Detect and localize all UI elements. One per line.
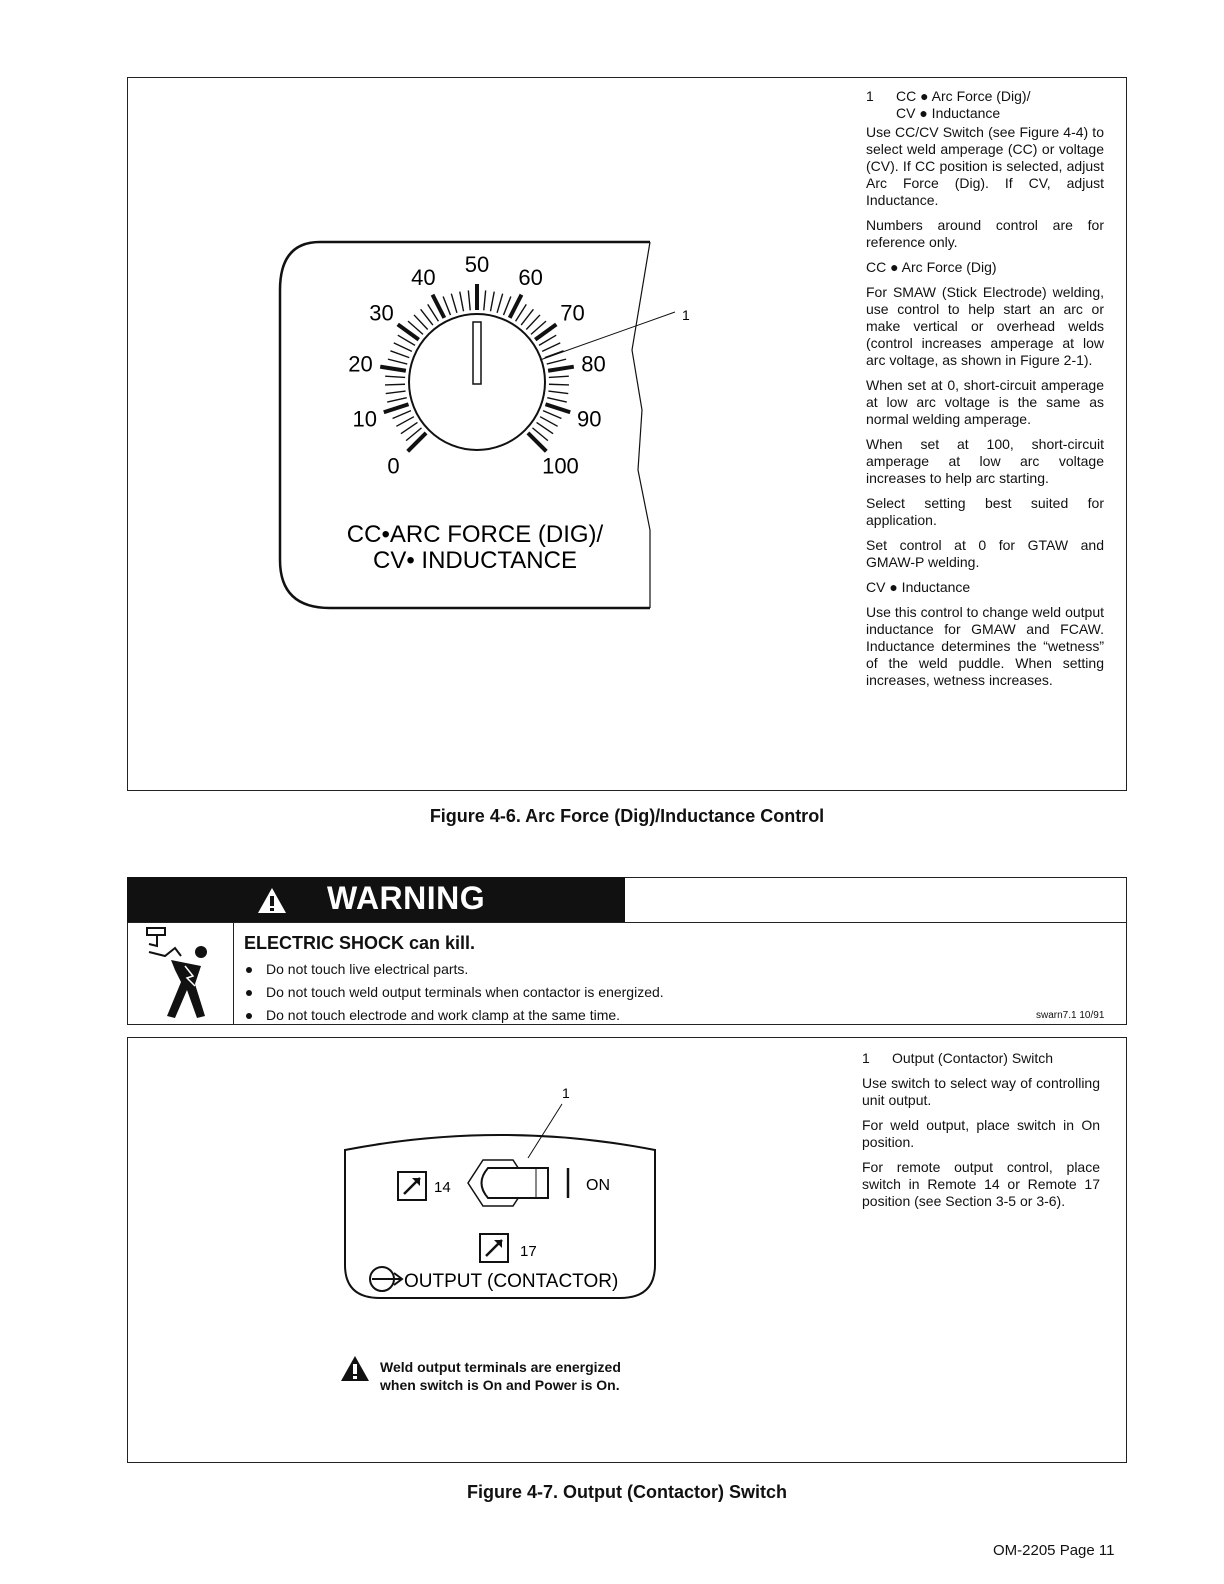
warning-icon-divider [233, 922, 234, 1025]
item-number: 1 [862, 1050, 870, 1066]
dial-minor-tick [549, 376, 569, 377]
dial-minor-tick [542, 343, 560, 352]
warning-banner [127, 877, 625, 922]
dial-minor-tick [543, 411, 561, 419]
dial-major-tick [408, 433, 426, 451]
dial-label: 70 [560, 300, 585, 326]
paragraph: Numbers around control are for reference only. [866, 217, 1104, 250]
dial-minor-tick [548, 391, 568, 394]
dial-minor-tick [390, 351, 409, 358]
dial-minor-tick [545, 351, 564, 358]
figure-4-7-description [862, 1050, 1100, 1218]
dial-label: 0 [387, 453, 400, 479]
label-14: 14 [434, 1179, 451, 1196]
dial-minor-tick [484, 290, 486, 310]
dial-minor-tick [460, 292, 464, 312]
dial-minor-tick [443, 296, 450, 315]
paragraph: Use switch to select way of controlling unit output. [862, 1075, 1100, 1108]
warning-item: Do not touch electrode and work clamp at the same time. [244, 1004, 664, 1027]
label-17: 17 [520, 1243, 537, 1260]
item-title: Output (Contactor) Switch [892, 1050, 1054, 1066]
paragraph: When set at 100, short-circuit amperage at low arc voltage increases to help arc starting. [866, 436, 1104, 486]
dial-major-tick [528, 433, 546, 451]
dial-minor-tick [504, 296, 511, 315]
paragraph: Use CC/CV Switch (see Figure 4-4) to select weld amperage (CC) or voltage (CV). If CC position is selected, adjust Arc Force (Dig). If CV, adjust Inductance. [866, 124, 1104, 208]
callout-1: 1 [682, 307, 690, 323]
knob-pointer [473, 322, 481, 384]
paragraph: For remote output control, place switch in Remote 14 or Remote 17 position (see Section 3-5 or 3-6). [862, 1159, 1100, 1209]
dial-minor-tick [547, 359, 566, 364]
dial-minor-tick [547, 398, 567, 402]
callout-1-leader [528, 1104, 562, 1158]
electric-shock-icon [135, 926, 231, 1022]
dial-minor-tick [490, 292, 494, 312]
dial-minor-tick [393, 411, 411, 419]
dial-minor-tick [386, 391, 406, 394]
dial-major-tick [548, 367, 574, 371]
item-title-line1: CC ● Arc Force (Dig)/ [896, 88, 1031, 104]
paragraph: Select setting best suited for application. [866, 495, 1104, 528]
dial-minor-tick [421, 309, 433, 325]
dial-minor-tick [385, 376, 405, 377]
dial-minor-tick [526, 315, 540, 330]
dial-minor-tick [401, 422, 418, 433]
energized-note: Weld output terminals are energized when switch is On and Power is On. [380, 1359, 621, 1393]
page-number: OM-2205 Page 11 [993, 1542, 1115, 1559]
figure-4-6-caption: Figure 4-6. Arc Force (Dig)/Inductance Control [429, 806, 825, 826]
dial-label: 30 [369, 300, 394, 326]
dial-major-tick [380, 367, 406, 371]
dial-minor-tick [385, 384, 405, 385]
subheading: CV ● Inductance [866, 579, 971, 595]
paragraph: When set at 0, short-circuit amperage at low arc voltage is the same as normal welding amperage. [866, 377, 1104, 427]
warning-item: Do not touch live electrical parts. [244, 958, 664, 981]
figure-4-6-description [866, 88, 1104, 697]
paragraph: For SMAW (Stick Electrode) welding, use control to help start an arc or make vertical or overhead welds (control increases amperage at low arc voltage, as shown in Figure 2-1). [866, 284, 1104, 368]
subheading: CC ● Arc Force (Dig) [866, 259, 997, 275]
paragraph: Use this control to change weld output inductance for GMAW and FCAW. Inductance determines the “wetness” of the weld puddle. When setting increases, wetness increases. [866, 604, 1104, 688]
callout-1: 1 [562, 1085, 570, 1101]
dial-label: 10 [352, 406, 378, 432]
warning-title: WARNING [327, 880, 486, 916]
item-number: 1 [866, 88, 874, 104]
warning-divider [127, 922, 1127, 923]
warning-item: Do not touch weld output terminals when contactor is energized. [244, 981, 664, 1004]
switch-knob[interactable] [482, 1168, 549, 1198]
dial-minor-tick [451, 294, 457, 313]
dial-label: 40 [411, 264, 436, 290]
dial-minor-tick [387, 398, 407, 402]
arc-force-dial-diagram [270, 230, 710, 620]
paragraph: For weld output, place switch in On position. [862, 1117, 1100, 1150]
dial-label: 20 [348, 351, 373, 377]
dial-minor-tick [537, 422, 554, 433]
dial-minor-tick [521, 309, 533, 325]
label-on: ON [586, 1177, 610, 1194]
warning-triangle-icon [257, 887, 287, 914]
dial-title-line2: CV• INDUCTANCE [373, 547, 577, 574]
dial-major-tick [545, 404, 570, 412]
dial-title-line1: CC•ARC FORCE (DIG)/ [346, 521, 604, 548]
dial-major-tick [384, 404, 409, 412]
dial-label: 100 [542, 453, 579, 479]
output-switch-diagram [330, 1080, 670, 1310]
dial-minor-tick [549, 384, 569, 385]
dial-label: 90 [576, 406, 602, 432]
dial-minor-tick [468, 290, 470, 310]
dial-label: 60 [518, 264, 543, 290]
warning-code: swarn7.1 10/91 [1036, 1010, 1105, 1021]
warning-content [244, 933, 664, 1027]
item-title-line2: CV ● Inductance [896, 105, 1001, 121]
switch-label: OUTPUT (CONTACTOR) [404, 1271, 619, 1292]
dial-minor-tick [540, 417, 558, 427]
dial-minor-tick [497, 294, 503, 313]
dial-minor-tick [394, 343, 412, 352]
dial-label: 80 [581, 351, 606, 377]
dial-minor-tick [396, 417, 414, 427]
dial-label: 50 [464, 252, 490, 277]
paragraph: Set control at 0 for GTAW and GMAW-P welding. [866, 537, 1104, 570]
dial-minor-tick [388, 359, 407, 364]
warning-triangle-icon [340, 1355, 370, 1382]
dial-minor-tick [414, 315, 428, 330]
warning-heading: ELECTRIC SHOCK can kill. [244, 933, 476, 953]
figure-4-7-caption: Figure 4-7. Output (Contactor) Switch [467, 1482, 787, 1502]
